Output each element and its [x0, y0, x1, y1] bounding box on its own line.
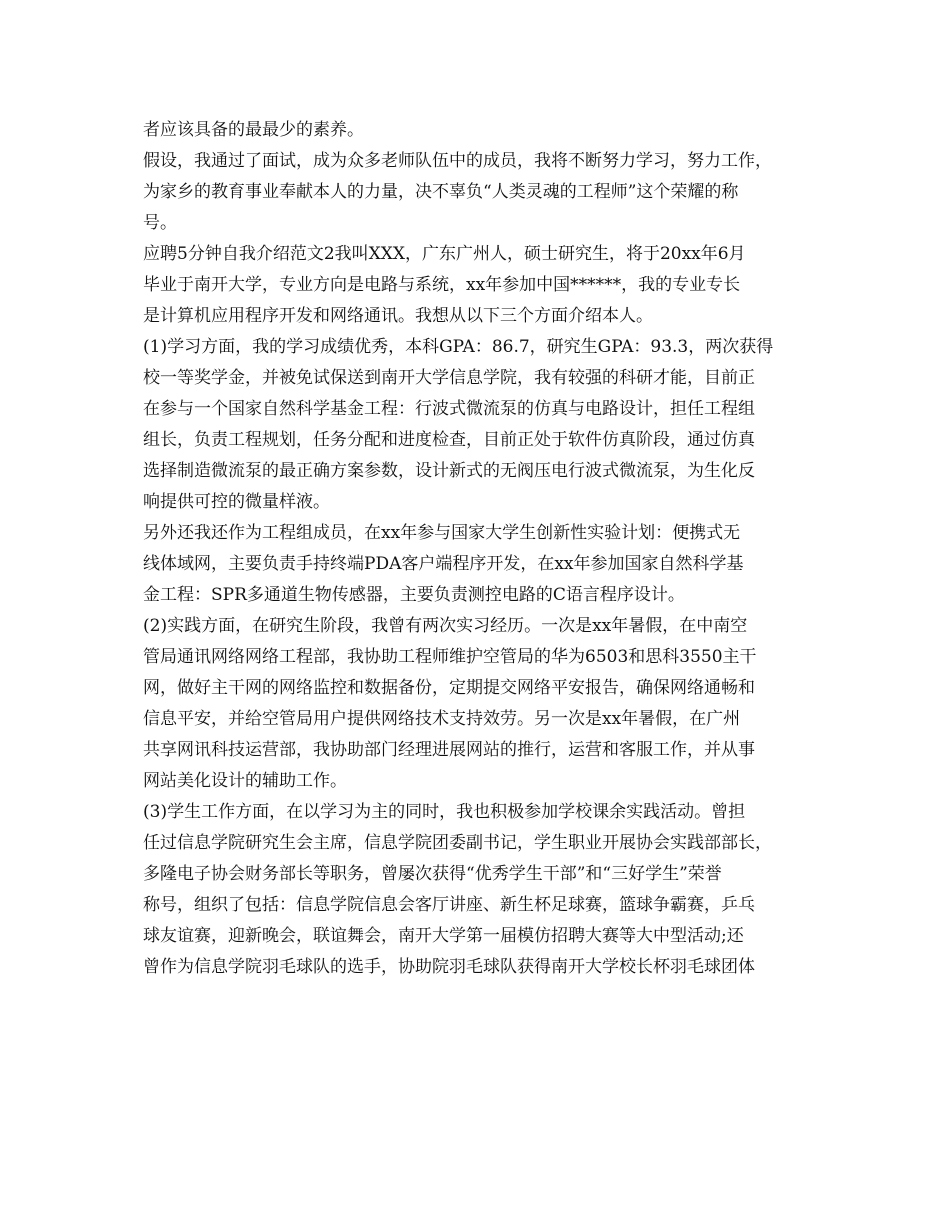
document-line: 多隆电子协会财务部长等职务，曾屡次获得“优秀学生干部”和“三好学生”荣誉 [143, 864, 722, 884]
document-line: 校一等奖学金，并被免试保送到南开大学信息学院，我有较强的科研才能，目前正 [143, 368, 755, 388]
document-line: 毕业于南开大学，专业方向是电路与系统，xx年参加中国******，我的专业专长 [143, 275, 741, 295]
document-line: (2)实践方面，在研究生阶段，我曾有两次实习经历。一次是xx年暑假，在中南空 [143, 616, 748, 636]
document-line: 为家乡的教育事业奉献本人的力量，决不辜负“人类灵魂的工程师”这个荣耀的称 [143, 182, 739, 202]
document-line: 另外还我还作为工程组成员，在xx年参与国家大学生创新性实验计划：便携式无 [143, 523, 741, 543]
document-line: 共享网讯科技运营部，我协助部门经理进展网站的推行，运营和客服工作，并从事 [143, 740, 755, 760]
document-line: 者应该具备的最最少的素养。 [143, 120, 364, 140]
document-line: 号。 [143, 213, 177, 233]
document-line: 是计算机应用程序开发和网络通讯。我想从以下三个方面介绍本人。 [143, 306, 653, 326]
document-line: (1)学习方面，我的学习成绩优秀，本科GPA：86.7，研究生GPA：93.3，两次获得 [143, 337, 774, 357]
document-line: 管局通讯网络网络工程部，我协助工程师维护空管局的华为6503和思科3550主干 [143, 647, 757, 667]
document-line: 信息平安，并给空管局用户提供网络技术支持效劳。另一次是xx年暑假，在广州 [143, 709, 741, 729]
document-line: 响提供可控的微量样液。 [143, 492, 330, 512]
document-line: 假设，我通过了面试，成为众多老师队伍中的成员，我将不断努力学习，努力工作， [143, 151, 772, 171]
document-line: 称号，组织了包括：信息学院信息会客厅讲座、新生杯足球赛，篮球争霸赛，乒乓 [143, 895, 755, 915]
document-line: 组长，负责工程规划，任务分配和进度检查，目前正处于软件仿真阶段，通过仿真 [143, 430, 755, 450]
document-body [143, 115, 823, 983]
document-line: 在参与一个国家自然科学基金工程：行波式微流泵的仿真与电路设计，担任工程组 [143, 399, 755, 419]
document-line: 任过信息学院研究生会主席，信息学院团委副书记，学生职业开展协会实践部部长， [143, 833, 772, 853]
document-line: 线体域网，主要负责手持终端PDA客户端程序开发，在xx年参加国家自然科学基 [143, 554, 744, 574]
document-line: 网，做好主干网的网络监控和数据备份，定期提交网络平安报告，确保网络通畅和 [143, 678, 755, 698]
document-line: 应聘5分钟自我介绍范文2我叫XXX，广东广州人，硕士研究生，将于20xx年6月 [143, 244, 746, 264]
document-line: (3)学生工作方面，在以学习为主的同时，我也积极参加学校课余实践活动。曾担 [143, 802, 746, 822]
document-line: 网站美化设计的辅助工作。 [143, 771, 347, 791]
document-line: 球友谊赛，迎新晚会，联谊舞会，南开大学第一届模仿招聘大赛等大中型活动;还 [143, 926, 744, 946]
document-line: 曾作为信息学院羽毛球队的选手，协助院羽毛球队获得南开大学校长杯羽毛球团体 [143, 957, 755, 977]
document-line: 选择制造微流泵的最正确方案参数，设计新式的无阀压电行波式微流泵，为生化反 [143, 461, 755, 481]
document-line: 金工程：SPR多通道生物传感器，主要负责测控电路的C语言程序设计。 [143, 585, 685, 605]
